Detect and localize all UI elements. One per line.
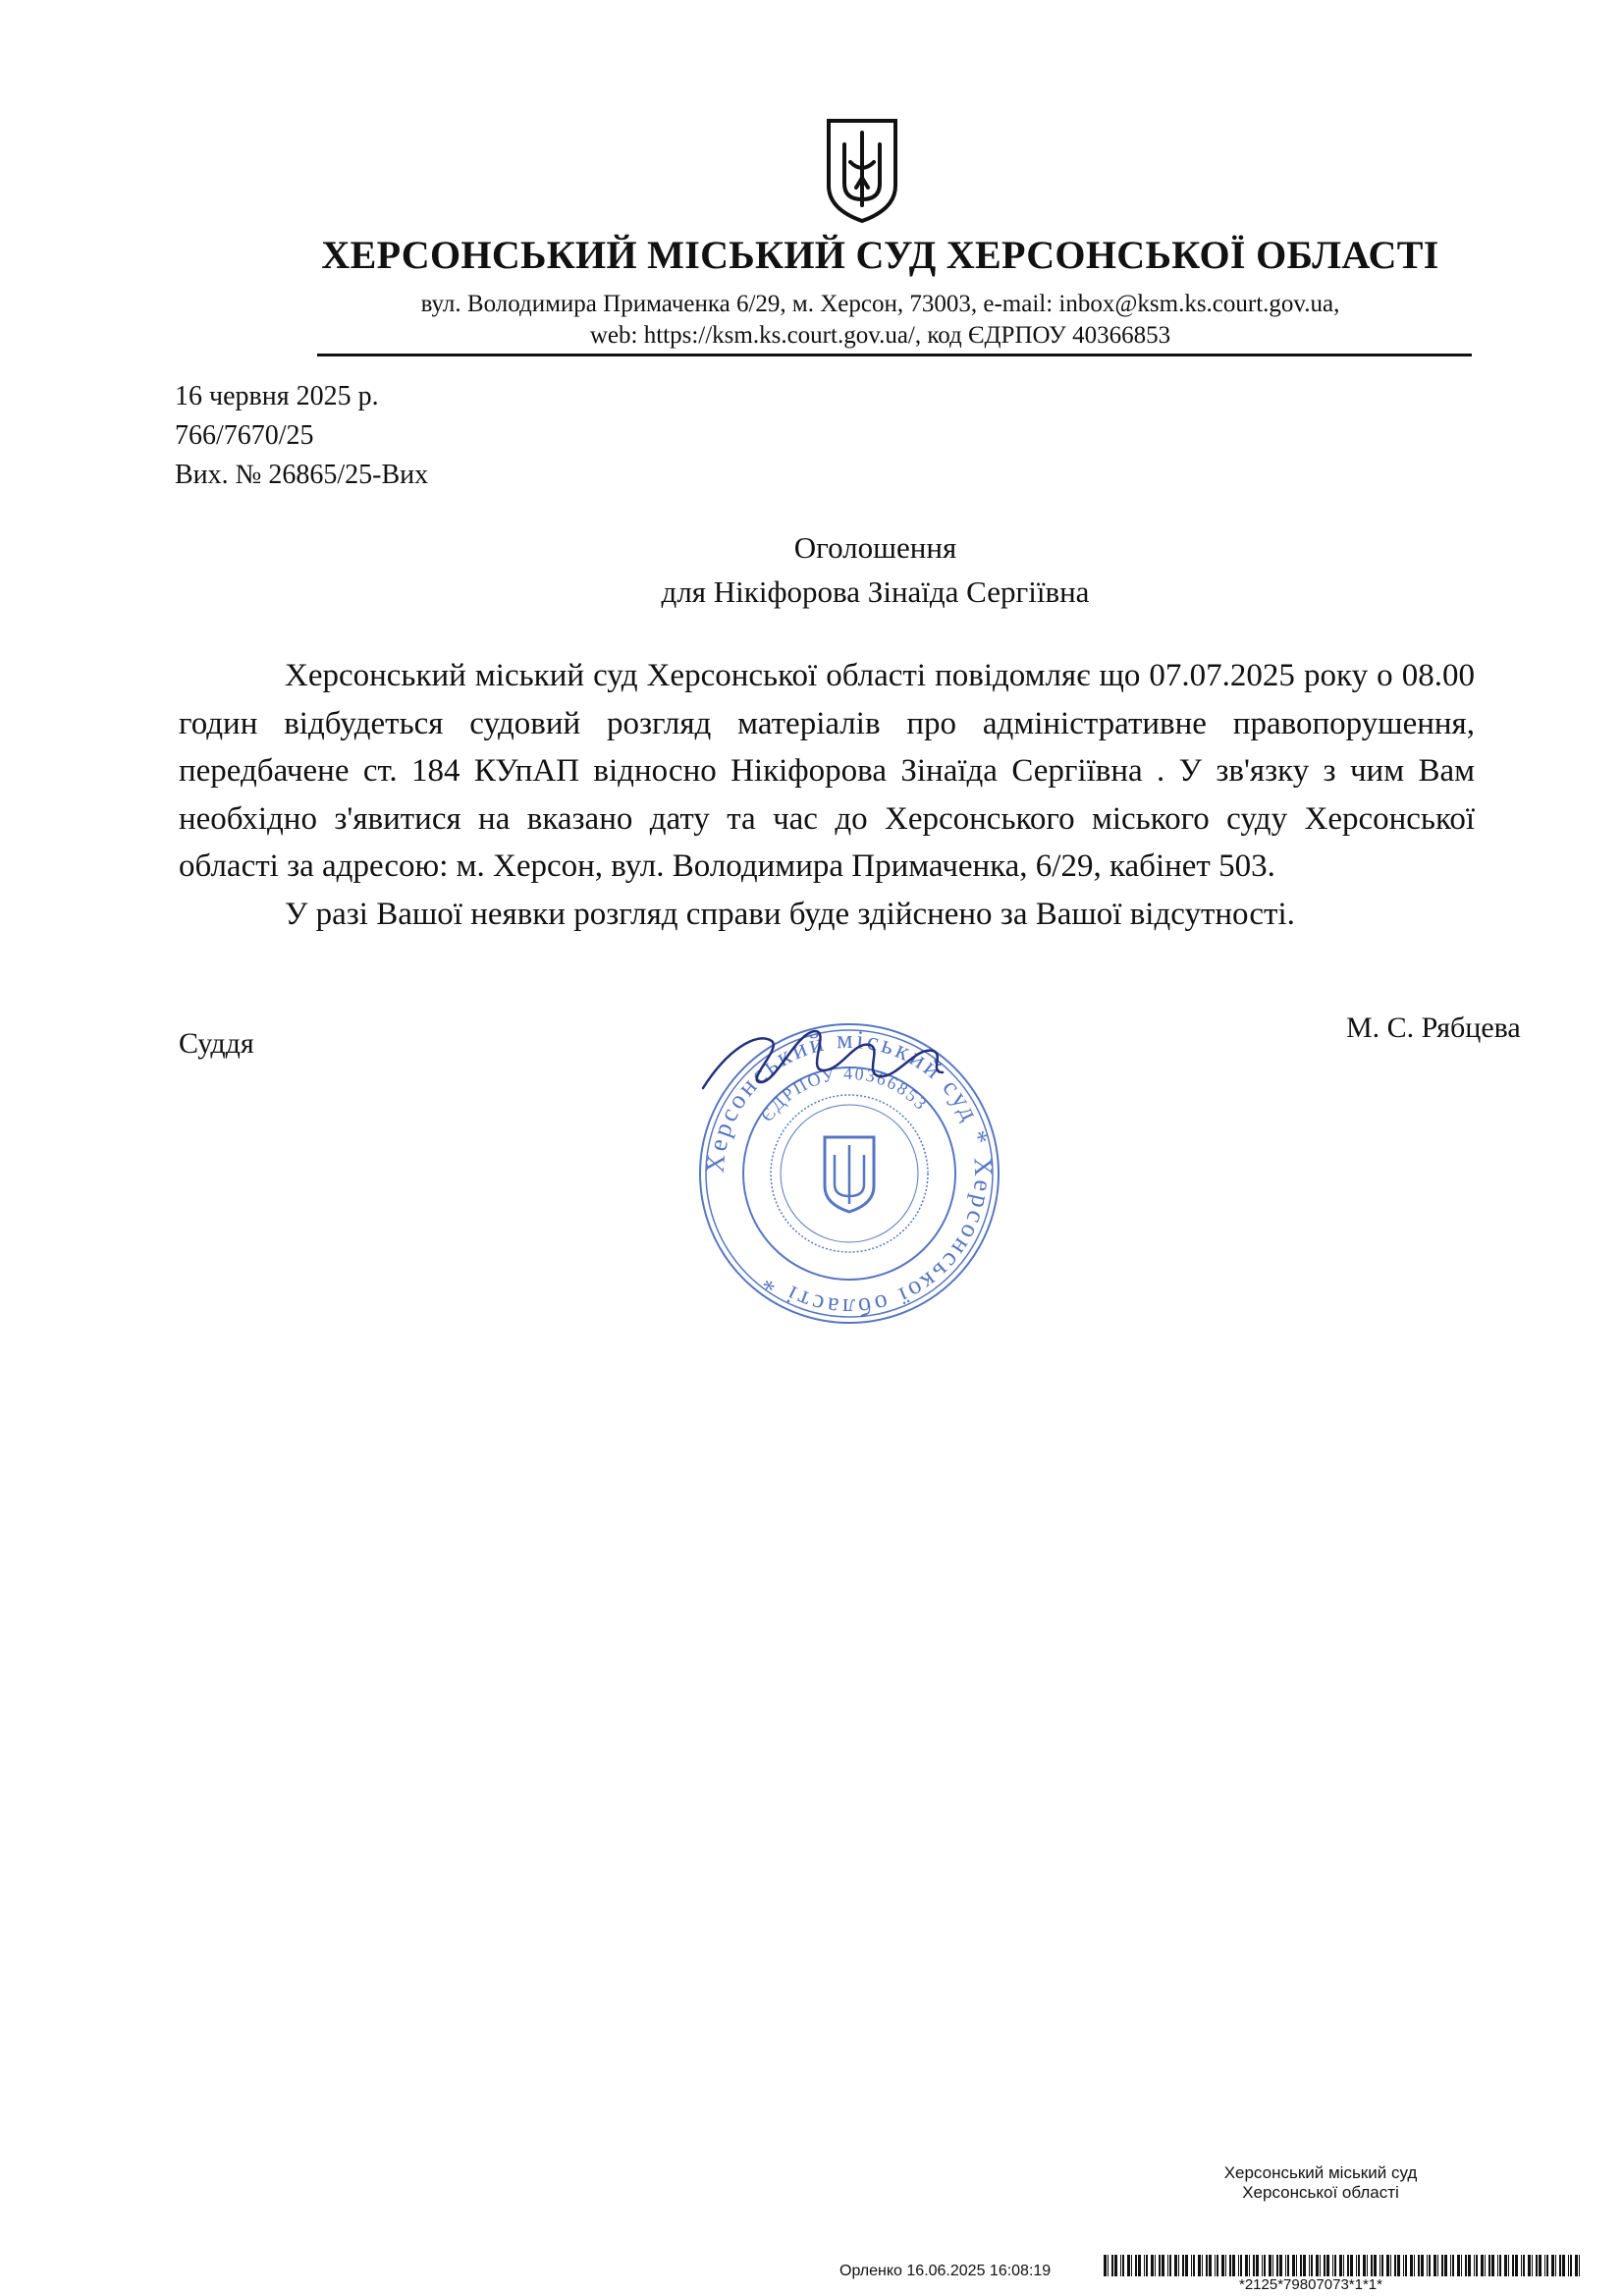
barcode-icon — [1104, 2255, 1585, 2276]
footer-executor-timestamp: Орленко 16.06.2025 16:08:19 — [839, 2263, 1052, 2279]
signature-name: М. С. Рябцева — [1346, 1011, 1521, 1044]
coat-of-arms-icon — [823, 115, 901, 225]
court-name-heading: ХЕРСОНСЬКИЙ МІСЬКИЙ СУД ХЕРСОНСЬКОЇ ОБЛАСТІ — [321, 233, 1439, 277]
announcement-addressee: для Нікіфорова Зінаїда Сергіївна — [661, 574, 1090, 609]
signature-role: Суддя — [179, 1027, 254, 1060]
stamp-code-text: ЄДРПОУ 40366853 — [756, 1063, 933, 1125]
body-paragraph-notice: Херсонський міський суд Херсонської області повідомляє що 07.07.2025 року о 08.00 годин відбудеться судовий розгляд матеріалів про адміністративне правопорушення, передбачене ст. 184 КУпАП відносно Нікіфорова Зінаїда Сергіївна . У зв'язку з чим Вам необхідно з'явитися на вказано дату та час до Херсонського міського суду Херсонської області за адресою: м. Херсон, вул. Володимира Примаченка, 6/29, кабінет 503. — [179, 658, 1475, 884]
footer-court-line: Херсонський міський суд — [1223, 2163, 1418, 2182]
footer-region-line: Херсонської області — [1242, 2183, 1399, 2202]
court-address-line: вул. Володимира Примаченка 6/29, м. Херсон, 73003, e-mail: inbox@ksm.ks.court.gov.ua, — [420, 291, 1340, 317]
document-date: 16 червня 2025 р. — [175, 381, 379, 411]
body-paragraph-absence: У разі Вашої неявки розгляд справи буде здійснено за Вашої відсутності. — [285, 896, 1295, 932]
official-stamp-icon — [687, 1011, 1011, 1336]
case-number: 766/7670/25 — [175, 420, 314, 451]
stamp-ring-text: Херсонський міський суд * Херсонської області * — [700, 1024, 999, 1323]
announcement-title: Оголошення — [793, 530, 957, 565]
footer-court-label — [1208, 2163, 1434, 2203]
header-divider — [317, 354, 1472, 356]
court-web-line: web: https://ksm.ks.court.gov.ua/, код ЄДРПОУ 40366853 — [589, 322, 1171, 349]
barcode-text: *2125*79807073*1*1* — [1239, 2276, 1382, 2293]
outgoing-number: Вих. № 26865/25-Вих — [175, 460, 429, 490]
announcement-body — [179, 652, 1475, 938]
